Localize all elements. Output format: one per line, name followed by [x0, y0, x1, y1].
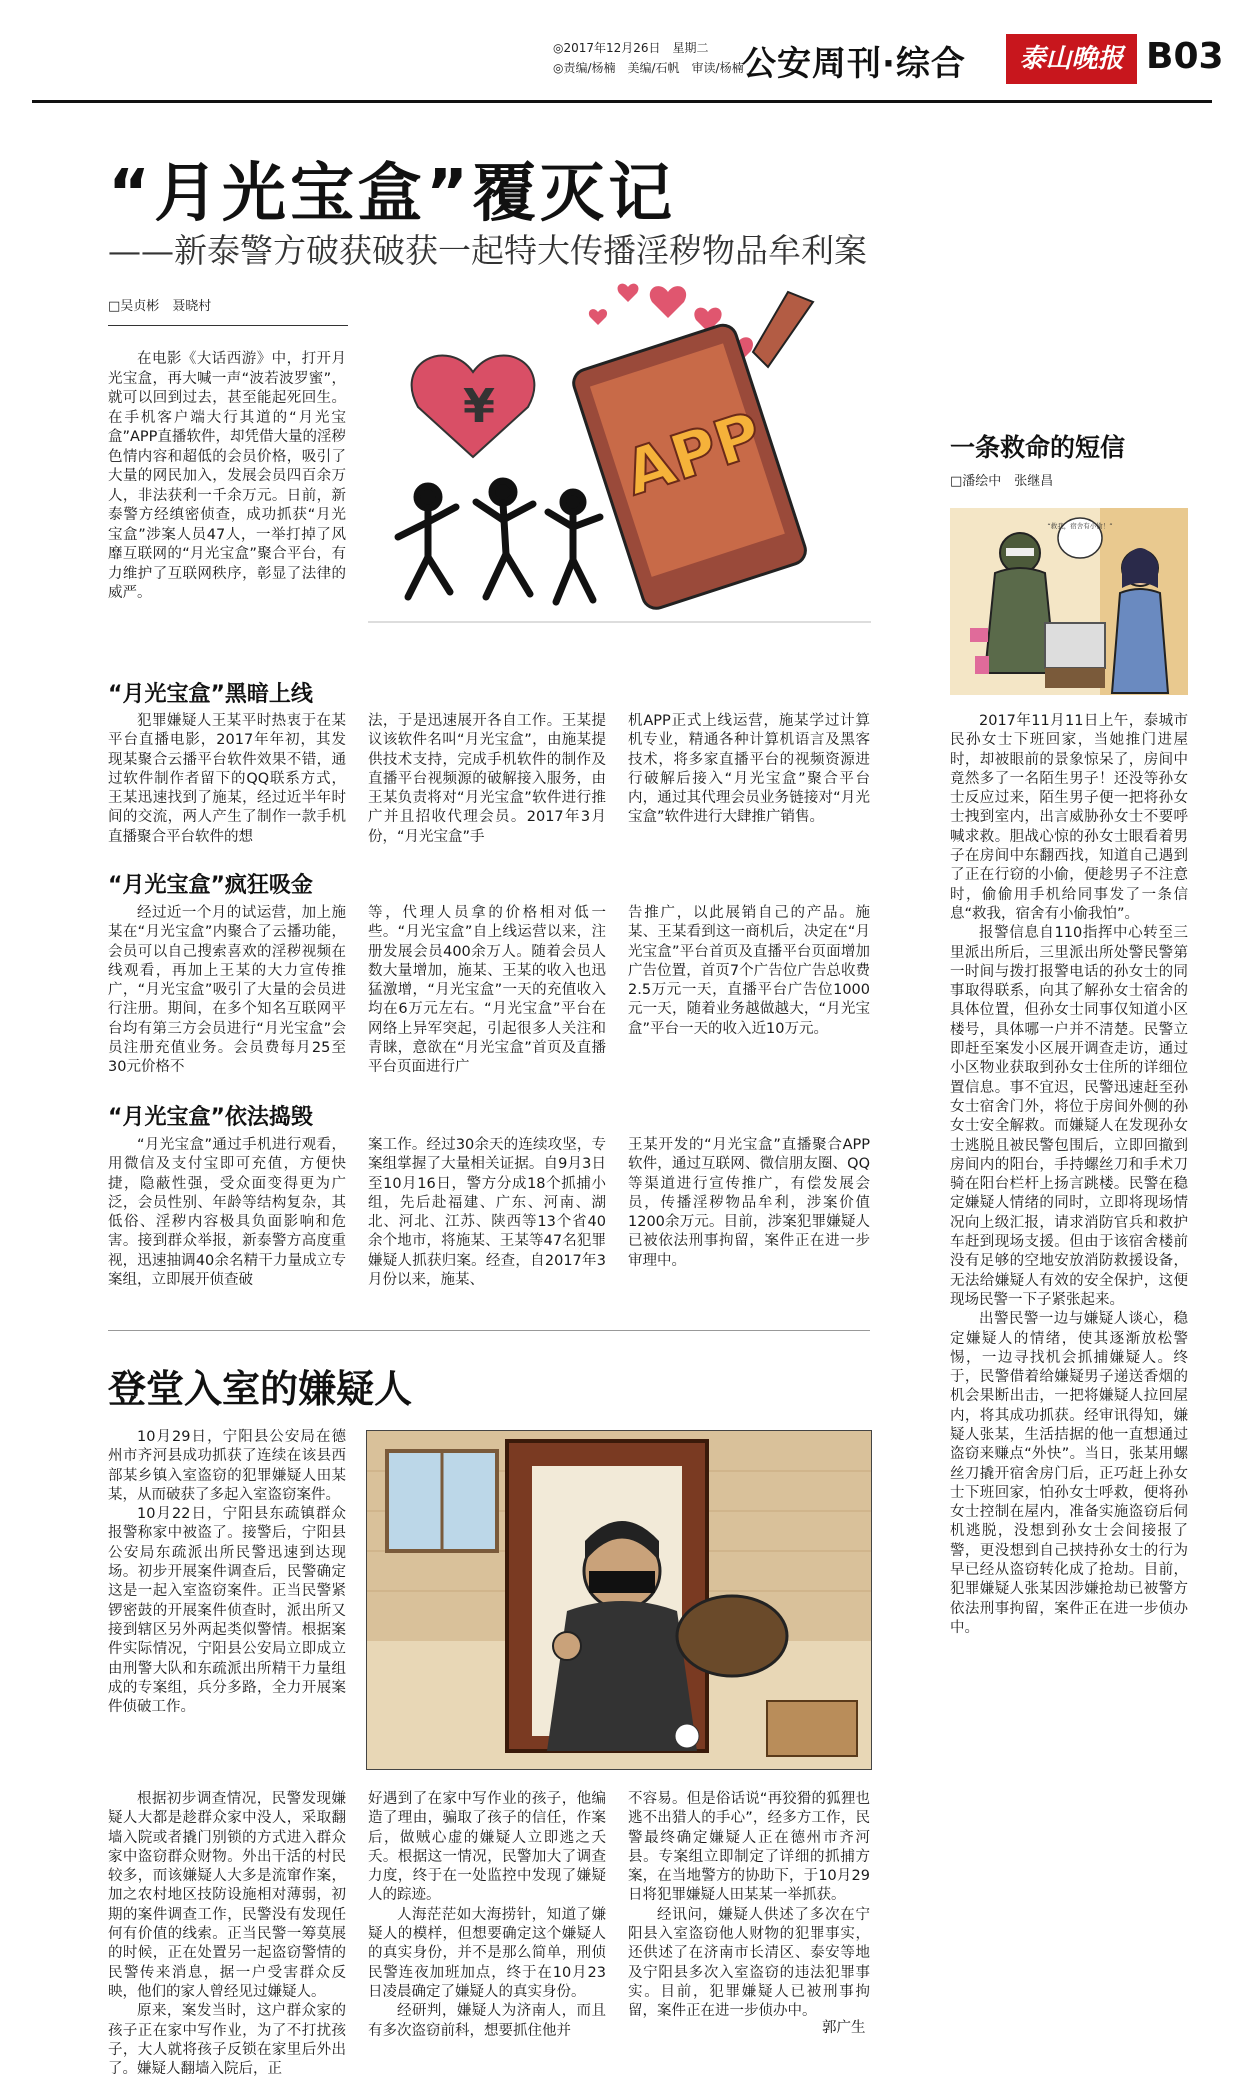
section-3-col-2: 案工作。经过30余天的连续攻坚，专案组掌握了大量相关证据。自9月3日至10月16日，警方分成18个抓捕小组，先后赴福建、广东、河南、湖北、河北、江苏、陕西等13个省40余个地市，将施某、王某等47名犯罪嫌疑人抓获归案。经查，自2017年3月份以来，施某、 [368, 1137, 606, 1289]
story2-illustration-svg [367, 1431, 871, 1769]
intro-text: 在电影《大话西游》中，打开月光宝盒，再大喊一声“波若波罗蜜”，就可以回到过去，甚至能起死回生。在手机客户端大行其道的“月光宝盒”APP直播软件，却凭借大量的淫秽色情内容和超低的会员价格，吸引了大量的网民加入，发展会员四百余万人，非法获利一千余万元。日前，新泰警方经缜密侦查，成功抓获“月光宝盒”涉案人员47人，一举打掉了风靡互联网的“月光宝盒”聚合平台，有力维护了互联网秩序，彰显了法律的威严。 [108, 351, 346, 601]
burglar-doorway-illustration [366, 1430, 872, 1770]
section-heading-2: “月光宝盒”疯狂吸金 [108, 873, 313, 898]
section-1-col-3: 机APP正式上线运营，施某学过计算机专业，精通各种计算机语言及黑客技术，将多家直播平台的视频资源进行破解后接入“月光宝盒”聚合平台内，通过其代理会员业务链接对“月光宝盒”软件进行大肆推广销售。 [628, 713, 870, 826]
sidebar-illustration-svg [950, 508, 1188, 695]
story2-col-3: 不容易。但是俗话说“再狡猾的狐狸也逃不出猎人的手心”，经多方工作，民警最终确定嫌疑人正在德州市齐河县。专案组立即制定了详细的抓捕方案，在当地警方的协助下，于10月29日将犯罪嫌疑人田某某一举抓获。 经讯问，嫌疑人供述了多次在宁阳县入室盗窃他人财物的犯罪事实，还供述了在济南市长清区、泰安等地及宁阳县多次入室盗窃的违法犯罪事实。目前，犯罪嫌疑人已被刑事拘留，案件正在进一步侦办中。 [628, 1791, 870, 2020]
header-rule [32, 100, 1212, 103]
section-3-col-3: 王某开发的“月光宝盒”直播聚合APP软件，通过互联网、微信朋友圈、QQ等渠道进行宣传推广，有偿发展会员，传播淫秽物品牟利，涉案价值1200余万元。目前，涉案犯罪嫌疑人已被依法刑事拘留，案件正在进一步审理中。 [628, 1137, 870, 1269]
sidebar-headline: 一条救命的短信 [950, 433, 1126, 462]
sub-headline: ——新泰警方破获破获一起特大传播淫秽物品牟利案 [108, 231, 867, 270]
story2-col-1-bottom: 根据初步调查情况，民警发现嫌疑人大都是趁群众家中没人，采取翻墙入院或者撬门别锁的方式进入群众家中盗窃群众财物。外出干活的村民较多，而该嫌疑人大多是流窜作案，加之农村地区技防设施相对薄弱，初期的案件调查工作，民警没有发现任何有价值的线索。正当民警一筹莫展的时候，正在处置另一起盗窃警情的民警传来消息，据一户受害群众反映，他们的家人曾经见过嫌疑人。 原来，案发当时，这户群众家的孩子正在家中写作业，为了不打扰孩子，大人就将孩子反锁在家里后外出了。嫌疑人翻墙入院后，正 [108, 1791, 346, 2078]
sidebar-byline: □潘绘中 张继昌 [950, 474, 1054, 489]
section-heading-3: “月光宝盒”依法捣毁 [108, 1105, 313, 1130]
section-1-col-2: 法，于是迅速展开各自工作。王某提议该软件名叫“月光宝盒”，由施某提供技术支持，完成手机软件的制作及直播平台视频源的破解接入服务，由王某负责将对“月光宝盒”软件进行推广并且招收代理会员。2017年3月份，“月光宝盒”手 [368, 713, 606, 845]
header-editors: ◎责编/杨楠 美编/石帆 审读/杨楠 [553, 61, 744, 75]
svg-text:“救我，宿舍有小偷！” [1047, 521, 1112, 530]
sidebar-body: 2017年11月11日上午，泰城市民孙女士下班回家，当她推门进屋时，却被眼前的景象惊呆了，房间中竟然多了一名陌生男子！还没等孙女士反应过来，陌生男子便一把将孙女士拽到室内，出言威胁孙女士不要呼喊求救。胆战心惊的孙女士眼看着男子在房间中东翻西找，知道自己遇到了正在行窃的小偷，便趁男子不注意时，偷偷用手机给同事发了一条信息“救我，宿舍有小偷我怕”。 报警信息自110指挥中心转至三里派出所后，三里派出所处警民警第一时间与拨打报警电话的孙女士的同事取得联系，向其了解孙女士宿舍的具体位置，但孙女士同事仅知道小区楼号，具体哪一户并不清楚。民警立即赶至案发小区展开调查走访，通过小区物业获取到孙女士住所的详细位置信息。事不宜迟，民警迅速赶至孙女士宿舍门外，将位于房间外侧的孙女士安全解救。而嫌疑人在发现孙女士逃脱且被民警包围后，立即回撤到房间内的阳台，手持螺丝刀和手术刀骑在阳台栏杆上扬言跳楼。民警在稳定嫌疑人情绪的同时，立即将现场情况向上级汇报，请求消防官兵和救护车赶到现场支援。但由于该宿舍楼前没有足够的空地安放消防救援设备，无法给嫌疑人有效的安全保护，这便现场民警一下子紧张起来。 出警民警一边与嫌疑人谈心，稳定嫌疑人的情绪，使其逐渐放松警惕，一边寻找机会抓捕嫌疑人。终于，民警借着给嫌疑男子递送香烟的机会果断出击，一把将嫌疑人拉回屋内，将其成功抓获。经审讯得知，嫌疑人张某，生活拮据的他一直想通过盗窃来赚点“外快”。当日，张某用螺丝刀撬开宿舍房门后，正巧赶上孙女士下班回家，怕孙女士呼救，便将孙女士控制在屋内，准备实施盗窃后伺机逃脱，没想到孙女士会间接报了警，更没想到自己挟持孙女士的行为早已经从盗窃转化成了抢劫。目前，犯罪嫌疑人张某因涉嫌抢劫已被警方依法刑事拘留，案件正在进一步侦办中。 [950, 713, 1188, 1636]
story2-headline: 登堂入室的嫌疑人 [108, 1367, 413, 1411]
story2-col-1-top: 10月29日，宁阳县公安局在德州市齐河县成功抓获了连续在该县西部某乡镇入室盗窃的犯罪嫌疑人田某某，从而破获了多起入室盗窃案件。 10月22日，宁阳县东疏镇群众报警称家中被盗了。接警后，宁阳县公安局东疏派出所民警迅速到达现场。初步开展案件调查后，民警确定这是一起入室盗窃案件。正当民警紧锣密鼓的开展案件侦查时，派出所又接到辖区另外两起类似警情。根据案件实际情况，宁阳县公安局立即成立由刑警大队和东疏派出所精干力量组成的专案组，兵分多路，全力开展案件侦破工作。 [108, 1429, 346, 1716]
thief-and-woman-illustration [950, 508, 1188, 695]
header-meta [553, 38, 744, 78]
illustration-svg [368, 272, 871, 644]
article-intro [108, 350, 346, 604]
section-2-col-2: 等，代理人员拿的价格相对低一些。“月光宝盒”自上线运营以来，注册发展会员400余万人。随着会员人数大量增加，施某、王某的收入也迅猛激增，“月光宝盒”一天的充值收入均在6万元左右。“月光宝盒”平台在网络上异军突起，引起很多人关注和青睐，意欲在“月光宝盒”首页及直播平台页面进行广 [368, 905, 606, 1076]
section-heading-1: “月光宝盒”黑暗上线 [108, 682, 313, 707]
illustration-app-text: APP [615, 397, 771, 510]
section-2-col-3: 告推广，以此展销自己的产品。施某、王某看到这一商机后，决定在“月光宝盒”平台首页及直播平台页面增加广告位置，首页7个广告位广告总收费2.5万元一天，直播平台广告位1000元一天，随着业务越做越大，“月光宝盒”平台一天的收入近10万元。 [628, 905, 870, 1037]
divider [108, 325, 348, 326]
page-number: B03 [1146, 36, 1224, 77]
section-3-col-1: “月光宝盒”通过手机进行观看，用微信及支付宝即可充值，方便快捷，隐蔽性强，受众面变得更为广泛，会员性别、年龄等结构复杂，其低俗、淫秽内容极具负面影响和危害。接到群众举报，新泰警方高度重视，迅速抽调40余名精干力量成立专案组，立即展开侦查破 [108, 1137, 346, 1289]
byline: □吴贞彬 聂晓村 [108, 299, 212, 314]
story2-col-2: 好遇到了在家中写作业的孩子，他编造了理由，骗取了孩子的信任，作案后，做贼心虚的嫌疑人立即逃之夭夭。根据这一情况，民警加大了调查力度，终于在一处监控中发现了嫌疑人的踪迹。 人海茫茫如大海捞针，知道了嫌疑人的模样，但想要确定这个嫌疑人的真实身份，并不是那么简单，刑侦民警连夜加班加点，终于在10月23日凌晨确定了嫌疑人的真实身份。 经研判，嫌疑人为济南人，而且有多次盗窃前科，想要抓住他并 [368, 1791, 606, 2039]
story-divider [108, 1330, 870, 1331]
section-1-col-1: 犯罪嫌疑人王某平时热衷于在某平台直播电影，2017年年初，其发现某聚合云播平台软件效果不错，通过软件制作者留下的QQ联系方式，王某迅速找到了施某，经过近半年时间的交流，两人产生了制作一款手机直播聚合平台软件的想 [108, 713, 346, 845]
sidebar-bubble-text: “救我，宿舍有小偷！” [1047, 522, 1113, 530]
headline: “月光宝盒”覆灭记 [108, 157, 677, 231]
app-phone-illustration [368, 272, 871, 644]
header-date: ◎2017年12月26日 星期二 [553, 41, 709, 55]
story2-signature: 郭广生 [822, 2020, 866, 2036]
newspaper-logo: 泰山晚报 [1006, 34, 1137, 84]
svg-text:¥: ¥ [463, 379, 496, 433]
section-title: 公安周刊·综合 [742, 44, 966, 84]
section-2-col-1: 经过近一个月的试运营，加上施某在“月光宝盒”内聚合了云播功能，会员可以自己搜索喜欢的淫秽视频在线观看，再加上王某的大力宣传推广，“月光宝盒”吸引了大量的会员进行注册。期间，在多个知名互联网平台均有第三方会员进行“月光宝盒”会员注册充值业务。会员费每月25至30元价格不 [108, 905, 346, 1076]
